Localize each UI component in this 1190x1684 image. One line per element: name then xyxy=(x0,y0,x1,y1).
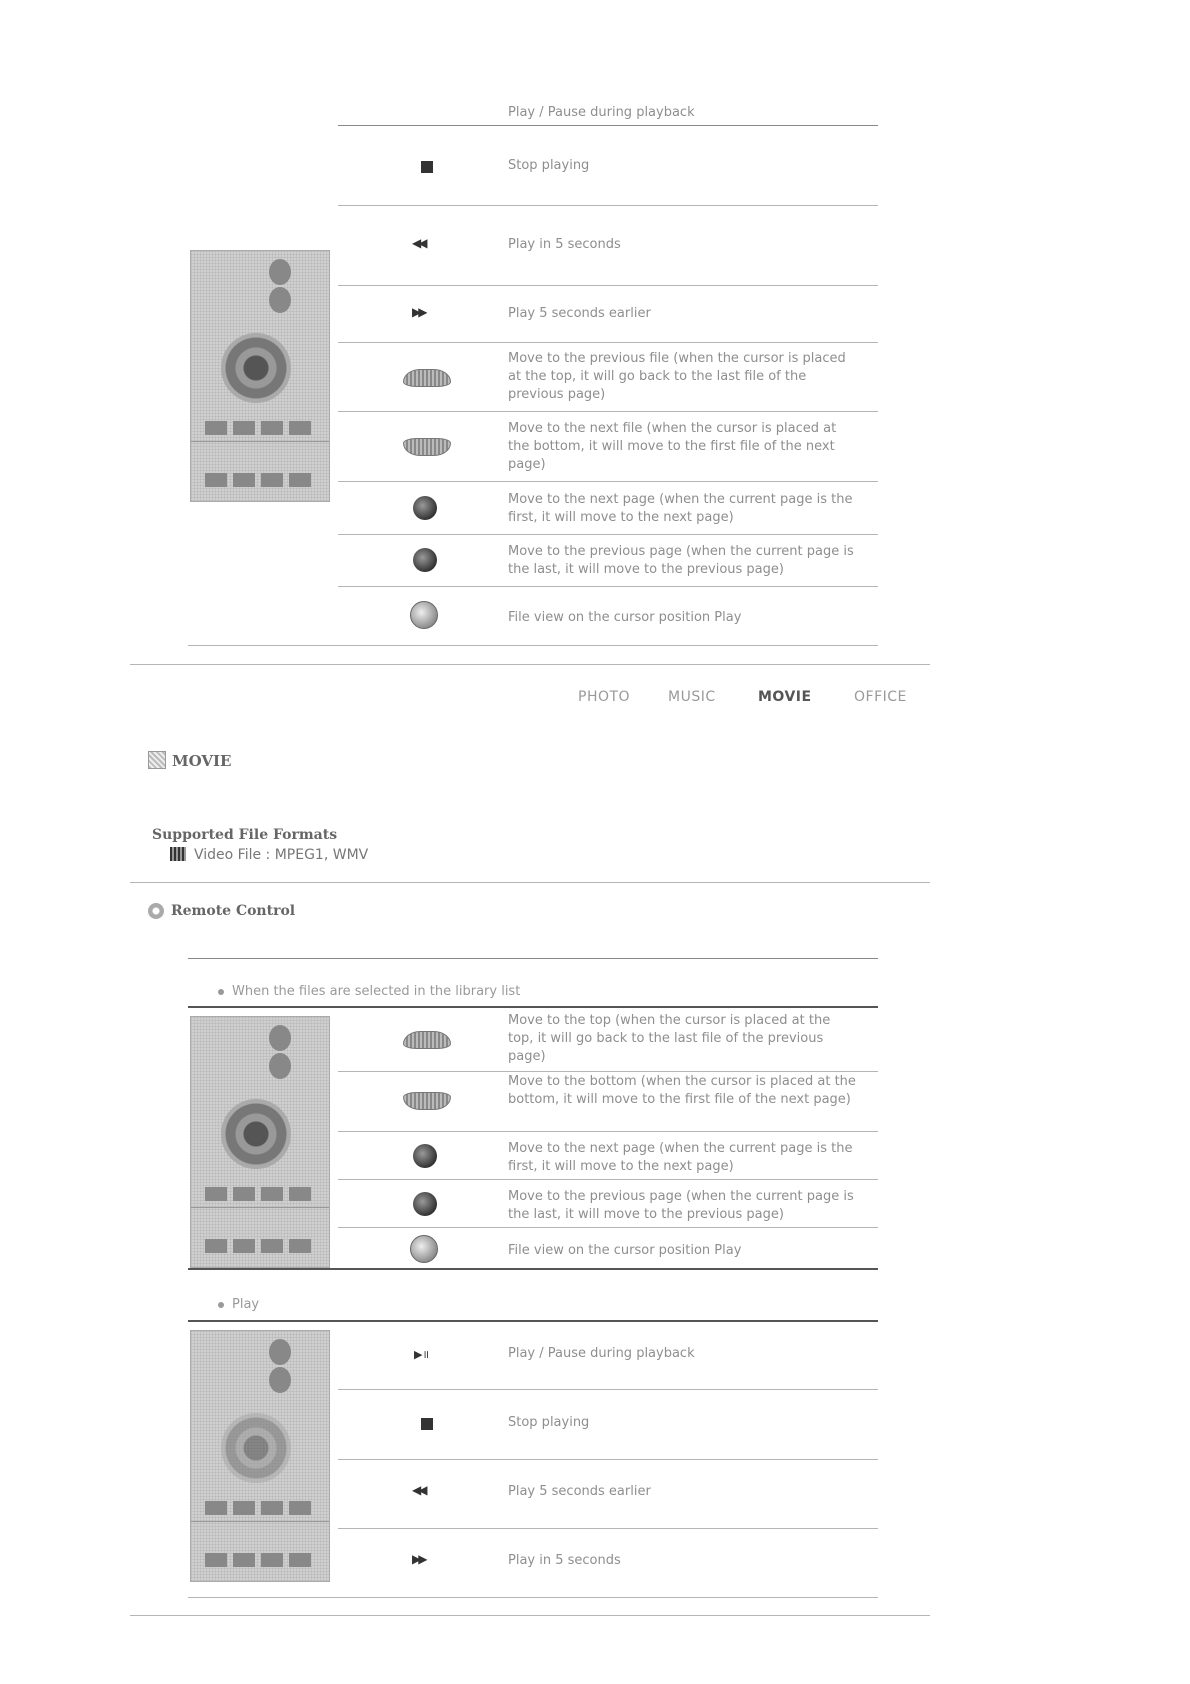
divider xyxy=(338,1459,878,1460)
stop-icon xyxy=(421,161,433,173)
stop-icon xyxy=(421,1418,433,1430)
down-arrow-icon xyxy=(403,438,451,456)
remote-control-image xyxy=(190,1330,330,1582)
remote-control-image xyxy=(190,1016,330,1268)
section-divider xyxy=(130,664,930,665)
description: Move to the previous file (when the cursor is placed at the top, it will go back to the last file of the previous page) xyxy=(508,351,846,402)
divider xyxy=(338,1227,878,1228)
tab-photo[interactable]: PHOTO xyxy=(578,689,631,705)
divider xyxy=(338,1389,878,1390)
play-caption xyxy=(218,1297,259,1312)
divider xyxy=(188,1006,878,1008)
play-caption-text: Play xyxy=(232,1297,260,1312)
rewind-icon: ◀◀ xyxy=(412,1483,425,1497)
divider xyxy=(338,1131,878,1132)
description: Play 5 seconds earlier xyxy=(508,1484,651,1499)
play-pause-icon: ▶॥ xyxy=(414,1348,430,1361)
divider xyxy=(188,1320,878,1322)
section-divider xyxy=(130,882,930,883)
tab-movie[interactable]: MOVIE xyxy=(758,689,812,705)
description: Move to the next file (when the cursor is placed at the bottom, it will move to the first file of the next page) xyxy=(508,421,837,472)
description: Move to the next page (when the current page is the first, it will move to the next page) xyxy=(508,492,853,525)
right-button-icon xyxy=(413,496,437,520)
divider xyxy=(338,534,878,535)
left-button-icon xyxy=(413,548,437,572)
description: Move to the top (when the cursor is placed at the top, it will go back to the last file of the previous page) xyxy=(508,1013,831,1064)
formats-text: Video File : MPEG1, WMV xyxy=(194,847,369,863)
formats-heading: Supported File Formats xyxy=(152,827,338,843)
section-divider xyxy=(130,1615,930,1616)
divider xyxy=(338,481,878,482)
enter-button-icon xyxy=(410,1235,438,1263)
bullet-icon xyxy=(218,989,224,995)
library-caption xyxy=(218,984,520,999)
description: Move to the next page (when the current page is the first, it will move to the next page) xyxy=(508,1141,853,1174)
fast-forward-icon: ▶▶ xyxy=(412,305,425,319)
description: Play / Pause during playback xyxy=(508,1346,695,1361)
right-button-icon xyxy=(413,1144,437,1168)
bullet-icon xyxy=(218,1302,224,1308)
divider xyxy=(188,1268,878,1270)
divider xyxy=(338,1179,878,1180)
divider xyxy=(338,411,878,412)
remote-control-image xyxy=(190,250,330,502)
divider xyxy=(188,645,878,646)
enter-button-icon xyxy=(410,601,438,629)
description: Stop playing xyxy=(508,1415,590,1430)
description: File view on the cursor position Play xyxy=(508,1243,742,1258)
divider xyxy=(338,586,878,587)
description: Play / Pause during playback xyxy=(508,105,695,120)
divider xyxy=(338,1071,878,1072)
remote-heading: Remote Control xyxy=(171,903,296,919)
up-arrow-icon xyxy=(403,1031,451,1049)
divider xyxy=(188,1597,878,1598)
description: File view on the cursor position Play xyxy=(508,610,742,625)
tab-music[interactable]: MUSIC xyxy=(668,689,716,705)
down-arrow-icon xyxy=(403,1092,451,1110)
description: Play 5 seconds earlier xyxy=(508,306,651,321)
divider xyxy=(338,205,878,206)
divider xyxy=(338,342,878,343)
description: Move to the previous page (when the current page is the last, it will move to the previous page) xyxy=(508,1189,854,1222)
library-caption-text: When the files are selected in the library list xyxy=(232,984,521,999)
divider xyxy=(188,958,878,959)
divider xyxy=(338,125,878,126)
rewind-icon: ◀◀ xyxy=(412,236,425,250)
description: Play in 5 seconds xyxy=(508,237,621,252)
up-arrow-icon xyxy=(403,369,451,387)
remote-heading-icon xyxy=(148,903,164,919)
fast-forward-icon: ▶▶ xyxy=(412,1552,425,1566)
video-file-icon xyxy=(170,847,186,861)
left-button-icon xyxy=(413,1192,437,1216)
page-title: MOVIE xyxy=(172,752,232,770)
movie-icon xyxy=(148,751,166,769)
divider xyxy=(338,1528,878,1529)
description: Move to the bottom (when the cursor is placed at the bottom, it will move to the first file of the next page) xyxy=(508,1074,856,1107)
description: Move to the previous page (when the current page is the last, it will move to the previous page) xyxy=(508,544,854,577)
divider xyxy=(338,285,878,286)
tab-office[interactable]: OFFICE xyxy=(854,689,907,705)
description: Play in 5 seconds xyxy=(508,1553,621,1568)
description: Stop playing xyxy=(508,158,590,173)
